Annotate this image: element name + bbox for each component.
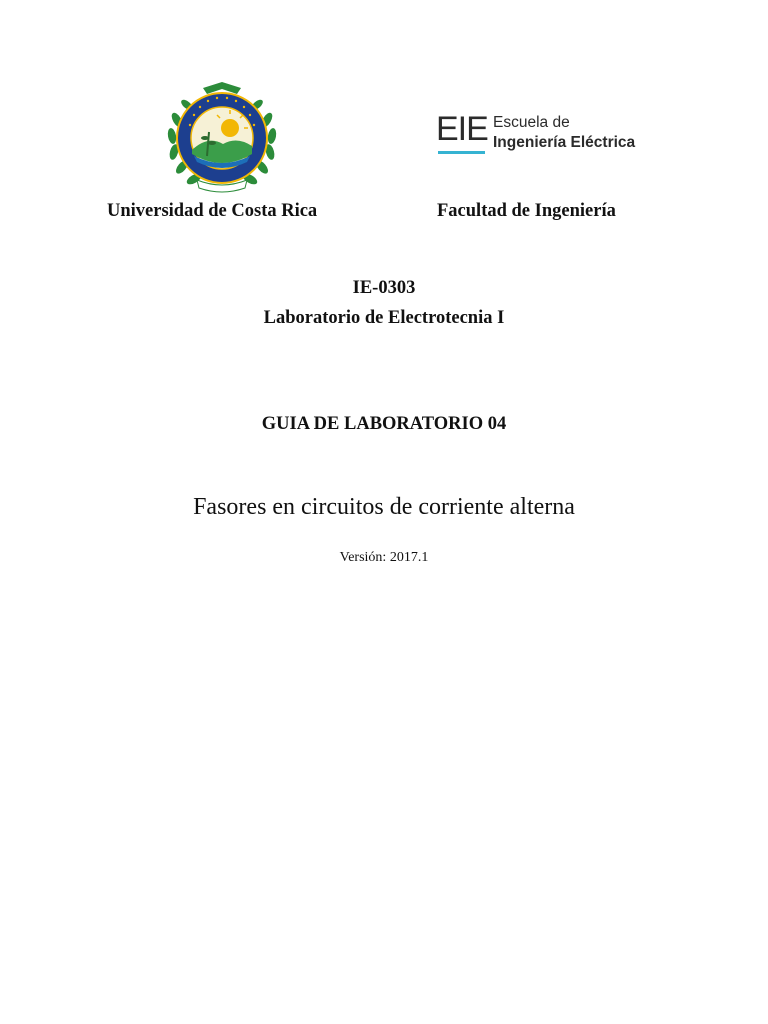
eie-logo xyxy=(436,112,656,160)
version-label: Versión: 2017.1 xyxy=(339,550,429,565)
document-title: Fasores en circuitos de corriente alterna xyxy=(193,494,575,520)
guide-label: GUIA DE LABORATORIO 04 xyxy=(261,414,507,434)
ucr-seal-logo xyxy=(163,80,281,196)
eie-name-line1: Escuela de xyxy=(493,114,570,131)
eie-acronym: EIE xyxy=(436,110,488,148)
course-code: IE-0303 xyxy=(352,278,416,298)
university-name: Universidad de Costa Rica xyxy=(107,201,318,221)
eie-name-line2: Ingeniería Eléctrica xyxy=(493,134,636,151)
faculty-name: Facultad de Ingeniería xyxy=(437,201,616,221)
course-name: Laboratorio de Electrotecnia I xyxy=(263,308,505,328)
eie-accent-bar xyxy=(438,151,485,154)
